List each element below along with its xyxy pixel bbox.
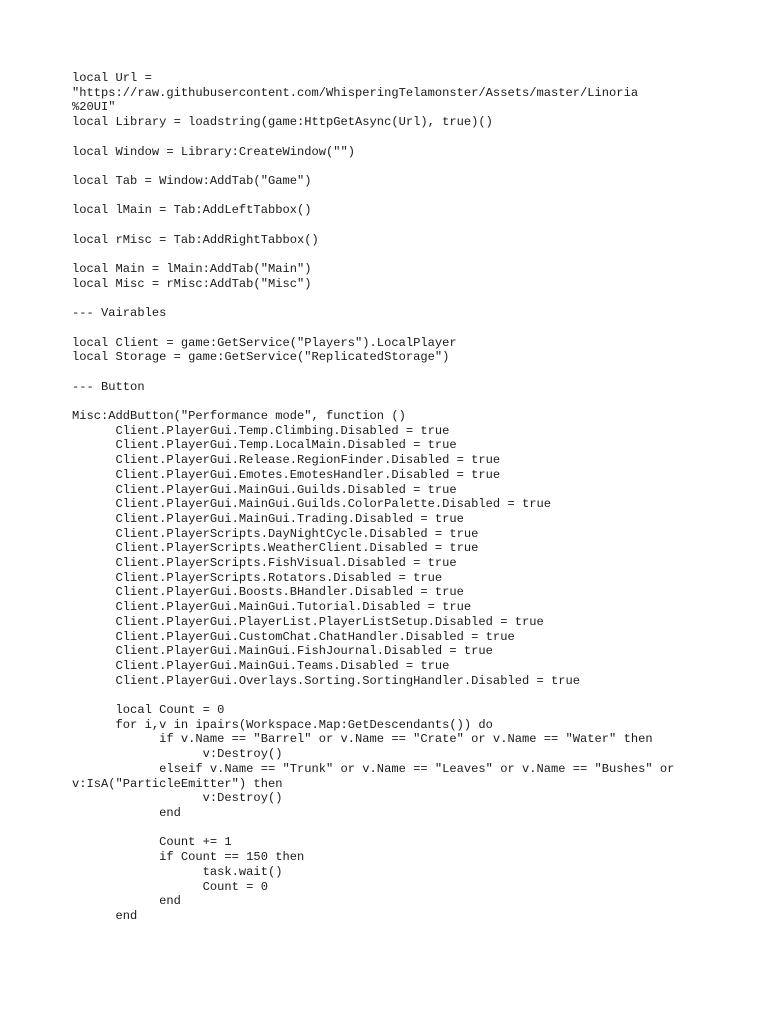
code-line: Client.PlayerScripts.WeatherClient.Disabled = true [72, 541, 479, 556]
code-line: Count += 1 [72, 835, 232, 850]
comment-line: --- Vairables [72, 306, 167, 321]
blank-line [72, 365, 752, 380]
code-line: Client.PlayerGui.MainGui.Guilds.ColorPalette.Disabled = true [72, 497, 551, 512]
code-line: v:Destroy() [72, 791, 283, 806]
code-line: Client.PlayerGui.MainGui.Guilds.Disabled = true [72, 482, 457, 497]
code-line: Client.PlayerGui.CustomChat.ChatHandler.Disabled = true [72, 629, 515, 644]
code-line: Client.PlayerGui.Boosts.BHandler.Disabled = true [72, 585, 464, 600]
code-line: Client.PlayerScripts.Rotators.Disabled = true [72, 570, 443, 585]
code-line: Client.PlayerGui.MainGui.FishJournal.Disabled = true [72, 644, 493, 659]
code-line: for i,v in ipairs(Workspace.Map:GetDescendants()) do [72, 717, 493, 732]
blank-line [72, 130, 752, 145]
blank-line [72, 218, 752, 233]
blank-line [72, 247, 752, 262]
blank-line [72, 291, 752, 306]
code-line: end [72, 908, 138, 923]
code-line: Client.PlayerGui.MainGui.Teams.Disabled = true [72, 658, 450, 673]
code-line: Client.PlayerGui.Temp.LocalMain.Disabled = true [72, 438, 457, 453]
comment-line: --- Button [72, 379, 145, 394]
code-line: local Library = loadstring(game:HttpGetAsync(Url), true)() [72, 115, 493, 130]
code-line: task.wait() [72, 864, 283, 879]
code-line: local Storage = game:GetService("ReplicatedStorage") [72, 350, 450, 365]
code-line: %20UI" [72, 100, 116, 115]
code-listing [72, 71, 752, 924]
code-line: local Main = lMain:AddTab("Main") [72, 262, 312, 277]
code-line: Count = 0 [72, 879, 268, 894]
blank-line [72, 688, 752, 703]
code-line: Misc:AddButton("Performance mode", function () [72, 409, 406, 424]
blank-line [72, 189, 752, 204]
blank-line [72, 821, 752, 836]
code-line: if v.Name == "Barrel" or v.Name == "Crate" or v.Name == "Water" then [72, 732, 653, 747]
blank-line [72, 159, 752, 174]
code-line: local Url = [72, 71, 152, 85]
code-line: Client.PlayerScripts.FishVisual.Disabled = true [72, 556, 457, 571]
code-line: Client.PlayerGui.MainGui.Trading.Disabled = true [72, 511, 464, 526]
blank-line [72, 394, 752, 409]
code-line: Client.PlayerGui.Temp.Climbing.Disabled = true [72, 423, 450, 438]
code-line: if Count == 150 then [72, 850, 305, 865]
code-line: end [72, 806, 181, 820]
code-line: local Count = 0 [72, 703, 225, 718]
code-line: Client.PlayerGui.Overlays.Sorting.SortingHandler.Disabled = true [72, 673, 581, 688]
code-line: Client.PlayerGui.PlayerList.PlayerListSetup.Disabled = true [72, 614, 544, 629]
code-line: local Client = game:GetService("Players").LocalPlayer [72, 335, 457, 350]
code-line: local Tab = Window:AddTab("Game") [72, 173, 312, 188]
blank-line [72, 321, 752, 336]
code-line: local rMisc = Tab:AddRightTabbox() [72, 232, 319, 247]
code-line: Client.PlayerGui.Emotes.EmotesHandler.Disabled = true [72, 467, 501, 482]
code-line: end [72, 894, 181, 909]
code-line: Client.PlayerScripts.DayNightCycle.Disabled = true [72, 526, 479, 541]
code-line: local lMain = Tab:AddLeftTabbox() [72, 203, 312, 218]
code-line: local Misc = rMisc:AddTab("Misc") [72, 276, 312, 291]
code-line: "https://raw.githubusercontent.com/WhisperingTelamonster/Assets/master/Linoria [72, 85, 639, 100]
code-line: v:IsA("ParticleEmitter") then [72, 776, 283, 791]
code-line: Client.PlayerGui.MainGui.Tutorial.Disabled = true [72, 600, 472, 615]
code-line: elseif v.Name == "Trunk" or v.Name == "Leaves" or v.Name == "Bushes" or [72, 761, 675, 776]
code-line: local Window = Library:CreateWindow("") [72, 144, 356, 159]
code-line: Client.PlayerGui.Release.RegionFinder.Disabled = true [72, 453, 501, 468]
code-line: v:Destroy() [72, 747, 283, 762]
